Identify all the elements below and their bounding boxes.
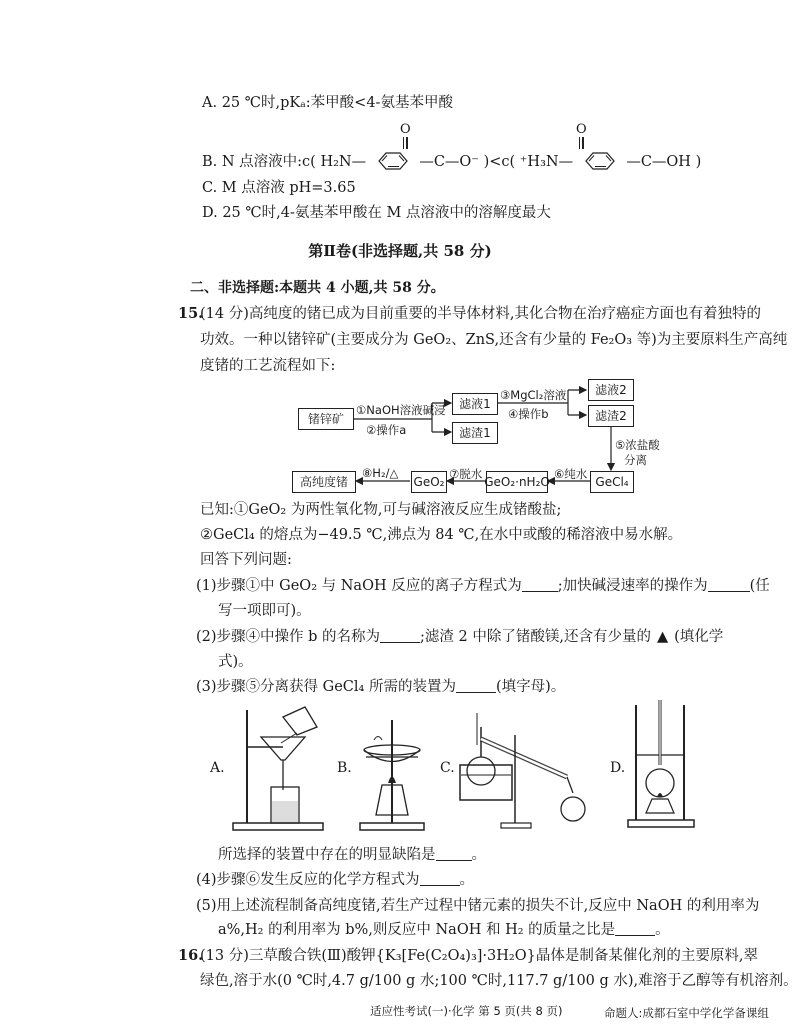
answer-blank[interactable] [615, 921, 655, 936]
carbonyl-oxygen-right: O [576, 122, 587, 137]
q15-sub5-b: a%,H₂ 的利用率为 b%,则反应中 NaOH 和 H₂ 的质量之比是 [218, 922, 616, 938]
footer-author: 命题人:成都石室中学化学备课组 [604, 1006, 769, 1020]
apparatus-label-a: A. [210, 760, 225, 776]
apparatus-label-b: B. [337, 760, 352, 776]
q15-sub1-b: ;加快碱浸速率的操作为 [557, 578, 708, 594]
q15-line3: 度锗的工艺流程如下: [200, 358, 336, 374]
flow-gecl4: GeCl₄ [590, 471, 634, 493]
q15-sub4 [196, 870, 474, 890]
answer-blank[interactable] [708, 577, 750, 592]
answer-blank[interactable] [380, 628, 420, 643]
q15-defect-text: 所选择的装置中存在的明显缺陷是 [218, 847, 436, 863]
q15-sub3-tail: (填字母)。 [495, 679, 566, 695]
q15-sub2-a: (2)步骤④中操作 b 的名称为 [196, 629, 381, 645]
q16-line2: 绿色,溶于水(0 ℃时,4.7 g/100 g 水;100 ℃时,117.7 g/100 g 水),难溶于乙醇等有机溶剂。 [200, 973, 798, 989]
q15-line2: 功效。一种以锗锌矿(主要成分为 GeO₂、ZnS,还含有少量的 Fe₂O₃ 等)为主要原料生产高纯 [200, 332, 788, 348]
flow-geo2-hydrate: GeO₂·nH₂O [486, 471, 548, 493]
apparatus-d-reflux [624, 695, 704, 835]
q16-line1: (13 分)三草酸合铁(Ⅲ)酸钾{K₃[Fe(C₂O₄)₃]·3H₂O}晶体是制备某催化剂的主要原料,翠 [200, 948, 758, 964]
option-b-close: ) [695, 154, 702, 170]
q15-sub2-d: 式)。 [218, 654, 253, 670]
q15-defect-tail: 。 [471, 847, 486, 863]
q16-number: 16. [178, 947, 204, 964]
footer-page-info: 适应性考试(一)·化学 第 5 页(共 8 页) [370, 1004, 563, 1018]
q15-sub1-d: 写一项即可)。 [218, 603, 311, 619]
apparatus-label-c: C. [440, 760, 455, 776]
q15-sub4-tail: 。 [459, 872, 475, 888]
q15-sub3 [196, 677, 565, 697]
flow-step1: ①NaOH溶液碱浸 [356, 403, 446, 417]
q15-sub5-tail: 。 [655, 922, 670, 938]
flow-ore: 锗锌矿 [298, 408, 354, 430]
flow-filtrate1: 滤液1 [452, 393, 498, 415]
apparatus-label-d: D. [610, 760, 626, 776]
option-b-left-group: H₂N— [320, 154, 367, 170]
q15-defect [218, 845, 486, 865]
flow-geo2: GeO₂ [411, 471, 447, 493]
q15-sub3-text: (3)步骤⑤分离获得 GeCl₄ 所需的装置为 [196, 679, 456, 695]
apparatus-c-distillation [455, 705, 600, 830]
q15-answer-prompt: 回答下列问题: [200, 552, 292, 568]
q15-sub1-a: (1)步骤①中 GeO₂ 与 NaOH 反应的离子方程式为 [196, 578, 522, 594]
option-c: C. M 点溶液 pH=3.65 [202, 180, 356, 196]
q15-sub5-a: (5)用上述流程制备高纯度锗,若生产过程中锗元素的损失不计,反应中 NaOH 的利用率为 [196, 898, 760, 914]
flow-filtrate2: 滤液2 [588, 379, 634, 401]
answer-blank[interactable] [456, 678, 496, 693]
option-a: A. 25 ℃时,pKₐ:苯甲酸<4-氨基苯甲酸 [202, 95, 453, 111]
q15-sub2-line1 [196, 627, 723, 647]
flow-residue1: 滤渣1 [452, 422, 498, 444]
q15-sub2-b: ;滤渣 2 中除了锗酸镁,还含有少量的 [420, 629, 651, 645]
q15-sub2-c: (填化学 [674, 629, 724, 645]
section-title: 第Ⅱ卷(非选择题,共 58 分) [308, 242, 492, 260]
q15-sub1-c: (任 [749, 578, 770, 594]
flow-step4: ④操作b [508, 407, 549, 421]
flow-step3: ③MgCl₂溶液 [500, 388, 567, 402]
q15-sub5-line2 [218, 920, 670, 940]
apparatus-a-filtration [225, 705, 335, 835]
q15-sub4-text: (4)步骤⑥发生反应的化学方程式为 [196, 872, 420, 888]
flow-residue2: 滤渣2 [588, 405, 634, 427]
flow-step2: ②操作a [366, 423, 407, 437]
q15-known2: ②GeCl₄ 的熔点为−49.5 ℃,沸点为 84 ℃,在水中或酸的稀溶液中易水解。 [200, 527, 683, 543]
q15-sub1-line1 [196, 576, 770, 596]
flow-step7: ⑦脱水 [449, 467, 483, 481]
flow-step6: ⑥纯水 [554, 467, 588, 481]
answer-blank[interactable] [436, 846, 472, 861]
option-b-right-group: ⁺H₃N— [519, 154, 574, 170]
option-b-prefix: B. N 点溶液中:c( [202, 154, 316, 170]
q15-number: 15. [178, 305, 204, 322]
answer-blank[interactable] [420, 871, 460, 886]
flow-step5b: 分离 [624, 453, 647, 467]
apparatus-b-evaporation [352, 715, 432, 835]
part-two-heading: 二、非选择题:本题共 4 小题,共 58 分。 [190, 280, 445, 296]
carbonyl-oxygen-left: O [400, 122, 411, 137]
triangle-icon: ▲ [656, 629, 669, 645]
q15-line1: (14 分)高纯度的锗已成为目前重要的半导体材料,其化合物在治疗癌症方面也有着独特的 [200, 306, 761, 322]
option-b-right-tail: —C—OH [626, 154, 691, 170]
flow-step8: ⑧H₂/△ [362, 466, 399, 480]
flow-step5a: ⑤浓盐酸 [615, 438, 660, 452]
option-b-mid: )<c( [483, 154, 516, 170]
option-b-left-tail: —C—O⁻ [419, 154, 479, 170]
flow-pure-ge: 高纯度锗 [292, 471, 356, 493]
answer-blank[interactable] [522, 577, 558, 592]
option-d: D. 25 ℃时,4-氨基苯甲酸在 M 点溶液中的溶解度最大 [202, 205, 551, 221]
q15-known1: 已知:①GeO₂ 为两性氧化物,可与碱溶液反应生成锗酸盐; [200, 502, 562, 518]
